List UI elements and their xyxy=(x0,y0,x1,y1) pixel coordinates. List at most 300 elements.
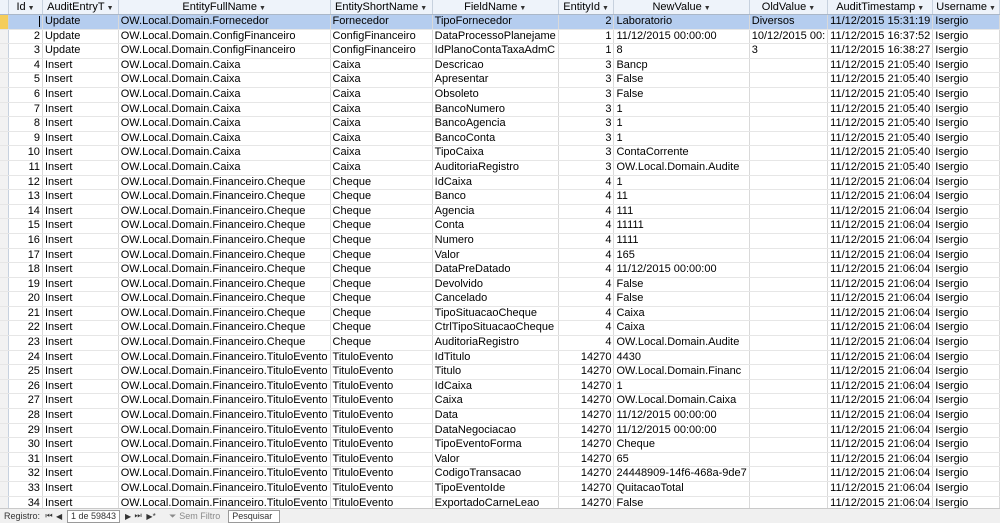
cell-type[interactable]: Insert xyxy=(42,102,118,117)
table-row[interactable] xyxy=(0,292,1000,307)
cell-oldval[interactable] xyxy=(749,496,827,508)
cell-short[interactable]: Cheque xyxy=(330,321,432,336)
cell-field[interactable]: CodigoTransacao xyxy=(432,467,558,482)
cell-type[interactable]: Insert xyxy=(42,365,118,380)
cell-id[interactable]: 7 xyxy=(9,102,43,117)
cell-user[interactable]: Isergio xyxy=(933,58,1000,73)
cell-oldval[interactable] xyxy=(749,365,827,380)
cell-short[interactable]: Cheque xyxy=(330,190,432,205)
cell-id[interactable]: 22 xyxy=(9,321,43,336)
cell-entityid[interactable]: 14270 xyxy=(558,409,614,424)
cell-full[interactable]: OW.Local.Domain.Financeiro.TituloEvento xyxy=(118,394,330,409)
cell-full[interactable]: OW.Local.Domain.Financeiro.Cheque xyxy=(118,336,330,351)
cell-newval[interactable]: ContaCorrente xyxy=(614,146,749,161)
cell-ts[interactable]: 11/12/2015 21:06:04 xyxy=(828,292,933,307)
cell-field[interactable]: IdCaixa xyxy=(432,175,558,190)
cell-id[interactable]: 11 xyxy=(9,160,43,175)
table-row[interactable] xyxy=(0,438,1000,453)
cell-short[interactable]: Cheque xyxy=(330,263,432,278)
cell-user[interactable]: Isergio xyxy=(933,190,1000,205)
cell-user[interactable]: Isergio xyxy=(933,87,1000,102)
cell-id[interactable]: 26 xyxy=(9,379,43,394)
column-header-oldval[interactable] xyxy=(749,0,827,15)
cell-id[interactable]: 12 xyxy=(9,175,43,190)
cell-id[interactable]: 23 xyxy=(9,336,43,351)
cell-id[interactable]: 30 xyxy=(9,438,43,453)
dropdown-arrow-icon[interactable]: ▼ xyxy=(519,5,527,12)
cell-user[interactable]: Isergio xyxy=(933,394,1000,409)
cell-user[interactable]: Isergio xyxy=(933,29,1000,44)
row-selector[interactable] xyxy=(0,336,9,351)
cell-newval[interactable]: False xyxy=(614,277,749,292)
column-header-short[interactable] xyxy=(330,0,432,15)
cell-entityid[interactable]: 4 xyxy=(558,306,614,321)
cell-field[interactable]: Obsoleto xyxy=(432,87,558,102)
table-row[interactable] xyxy=(0,87,1000,102)
cell-field[interactable]: Agencia xyxy=(432,204,558,219)
cell-type[interactable]: Insert xyxy=(42,190,118,205)
table-row[interactable] xyxy=(0,263,1000,278)
cell-type[interactable]: Update xyxy=(42,29,118,44)
cell-field[interactable]: Caixa xyxy=(432,394,558,409)
cell-field[interactable]: Numero xyxy=(432,233,558,248)
cell-ts[interactable]: 11/12/2015 21:06:04 xyxy=(828,175,933,190)
cell-id[interactable]: 13 xyxy=(9,190,43,205)
cell-short[interactable]: ConfigFinanceiro xyxy=(330,44,432,59)
cell-newval[interactable]: False xyxy=(614,87,749,102)
cell-full[interactable]: OW.Local.Domain.Financeiro.Cheque xyxy=(118,306,330,321)
cell-user[interactable]: Isergio xyxy=(933,336,1000,351)
cell-short[interactable]: TituloEvento xyxy=(330,379,432,394)
row-selector[interactable] xyxy=(0,321,9,336)
row-selector[interactable] xyxy=(0,160,9,175)
cell-type[interactable]: Insert xyxy=(42,131,118,146)
table-row[interactable] xyxy=(0,117,1000,132)
cell-full[interactable]: OW.Local.Domain.Financeiro.Cheque xyxy=(118,204,330,219)
cell-entityid[interactable]: 14270 xyxy=(558,423,614,438)
table-row[interactable] xyxy=(0,306,1000,321)
cell-user[interactable]: Isergio xyxy=(933,233,1000,248)
cell-field[interactable]: DataNegociacao xyxy=(432,423,558,438)
column-header-full[interactable] xyxy=(118,0,330,15)
cell-newval[interactable]: Bancp xyxy=(614,58,749,73)
cell-newval[interactable]: 1 xyxy=(614,175,749,190)
cell-field[interactable]: Conta xyxy=(432,219,558,234)
cell-oldval[interactable] xyxy=(749,117,827,132)
table-row[interactable] xyxy=(0,394,1000,409)
cell-short[interactable]: TituloEvento xyxy=(330,350,432,365)
cell-type[interactable]: Insert xyxy=(42,204,118,219)
cell-field[interactable]: IdPlanoContaTaxaAdmC xyxy=(432,44,558,59)
table-row[interactable] xyxy=(0,496,1000,508)
cell-oldval[interactable] xyxy=(749,190,827,205)
cell-oldval[interactable] xyxy=(749,277,827,292)
cell-ts[interactable]: 11/12/2015 21:06:04 xyxy=(828,336,933,351)
cell-ts[interactable]: 11/12/2015 21:05:40 xyxy=(828,102,933,117)
cell-oldval[interactable] xyxy=(749,175,827,190)
cell-field[interactable]: Titulo xyxy=(432,365,558,380)
cell-field[interactable]: BancoConta xyxy=(432,131,558,146)
cell-user[interactable]: Isergio xyxy=(933,379,1000,394)
dropdown-arrow-icon[interactable]: ▼ xyxy=(258,5,266,12)
cell-short[interactable]: Cheque xyxy=(330,233,432,248)
cell-field[interactable]: Apresentar xyxy=(432,73,558,88)
row-selector[interactable] xyxy=(0,409,9,424)
cell-field[interactable]: AuditoriaRegistro xyxy=(432,336,558,351)
cell-full[interactable]: OW.Local.Domain.Financeiro.TituloEvento xyxy=(118,409,330,424)
cell-id[interactable]: 29 xyxy=(9,423,43,438)
cell-full[interactable]: OW.Local.Domain.Financeiro.TituloEvento xyxy=(118,482,330,497)
cell-field[interactable]: ExportadoCarneLeao xyxy=(432,496,558,508)
table-row[interactable] xyxy=(0,423,1000,438)
cell-newval[interactable]: 11 xyxy=(614,190,749,205)
cell-type[interactable]: Insert xyxy=(42,233,118,248)
row-selector[interactable] xyxy=(0,102,9,117)
cell-entityid[interactable]: 3 xyxy=(558,73,614,88)
cell-user[interactable]: Isergio xyxy=(933,131,1000,146)
table-row[interactable] xyxy=(0,321,1000,336)
cell-ts[interactable]: 11/12/2015 21:06:04 xyxy=(828,219,933,234)
cell-ts[interactable]: 11/12/2015 15:31:19 xyxy=(828,15,933,30)
cell-full[interactable]: OW.Local.Domain.Financeiro.Cheque xyxy=(118,277,330,292)
cell-newval[interactable]: 65 xyxy=(614,452,749,467)
cell-full[interactable]: OW.Local.Domain.Financeiro.TituloEvento xyxy=(118,467,330,482)
cell-full[interactable]: OW.Local.Domain.Financeiro.TituloEvento xyxy=(118,452,330,467)
cell-ts[interactable]: 11/12/2015 21:05:40 xyxy=(828,73,933,88)
row-selector[interactable] xyxy=(0,15,9,30)
cell-short[interactable]: TituloEvento xyxy=(330,409,432,424)
cell-full[interactable]: OW.Local.Domain.ConfigFinanceiro xyxy=(118,29,330,44)
cell-oldval[interactable] xyxy=(749,219,827,234)
cell-oldval[interactable] xyxy=(749,131,827,146)
cell-oldval[interactable] xyxy=(749,467,827,482)
last-record-button[interactable]: ⏭ xyxy=(134,511,142,520)
row-selector[interactable] xyxy=(0,248,9,263)
cell-field[interactable]: Banco xyxy=(432,190,558,205)
row-selector[interactable] xyxy=(0,131,9,146)
dropdown-arrow-icon[interactable]: ▼ xyxy=(989,5,996,12)
cell-full[interactable]: OW.Local.Domain.Financeiro.Cheque xyxy=(118,190,330,205)
cell-oldval[interactable] xyxy=(749,394,827,409)
cell-oldval[interactable] xyxy=(749,409,827,424)
cell-ts[interactable]: 11/12/2015 21:06:04 xyxy=(828,496,933,508)
cell-id[interactable]: 25 xyxy=(9,365,43,380)
row-selector[interactable] xyxy=(0,219,9,234)
cell-full[interactable]: OW.Local.Domain.Caixa xyxy=(118,117,330,132)
cell-short[interactable]: Cheque xyxy=(330,292,432,307)
cell-type[interactable]: Insert xyxy=(42,423,118,438)
cell-user[interactable]: Isergio xyxy=(933,438,1000,453)
cell-short[interactable]: Cheque xyxy=(330,204,432,219)
cell-oldval[interactable] xyxy=(749,233,827,248)
cell-oldval[interactable] xyxy=(749,146,827,161)
cell-type[interactable]: Insert xyxy=(42,248,118,263)
cell-entityid[interactable]: 4 xyxy=(558,204,614,219)
dropdown-arrow-icon[interactable]: ▼ xyxy=(917,5,925,12)
cell-oldval[interactable] xyxy=(749,336,827,351)
cell-field[interactable]: TipoFornecedor xyxy=(432,15,558,30)
cell-short[interactable]: TituloEvento xyxy=(330,423,432,438)
cell-entityid[interactable]: 14270 xyxy=(558,482,614,497)
cell-oldval[interactable] xyxy=(749,321,827,336)
cell-newval[interactable]: 24448909-14f6-468a-9de7 xyxy=(614,467,749,482)
cell-short[interactable]: Cheque xyxy=(330,248,432,263)
cell-newval[interactable]: Laboratorio xyxy=(614,15,749,30)
cell-short[interactable]: TituloEvento xyxy=(330,482,432,497)
cell-field[interactable]: TipoCaixa xyxy=(432,146,558,161)
dropdown-arrow-icon[interactable]: ▼ xyxy=(601,5,609,12)
cell-newval[interactable]: 1111 xyxy=(614,233,749,248)
cell-full[interactable]: OW.Local.Domain.Financeiro.TituloEvento xyxy=(118,379,330,394)
cell-ts[interactable]: 11/12/2015 21:06:04 xyxy=(828,482,933,497)
cell-full[interactable]: OW.Local.Domain.Financeiro.TituloEvento xyxy=(118,423,330,438)
cell-field[interactable]: TipoEventoIde xyxy=(432,482,558,497)
cell-full[interactable]: OW.Local.Domain.Financeiro.TituloEvento xyxy=(118,365,330,380)
cell-id[interactable]: 31 xyxy=(9,452,43,467)
cell-full[interactable]: OW.Local.Domain.Financeiro.Cheque xyxy=(118,263,330,278)
cell-user[interactable]: Isergio xyxy=(933,175,1000,190)
cell-full[interactable]: OW.Local.Domain.Financeiro.Cheque xyxy=(118,321,330,336)
cell-short[interactable]: Caixa xyxy=(330,117,432,132)
table-row[interactable] xyxy=(0,44,1000,59)
cell-short[interactable]: Caixa xyxy=(330,146,432,161)
cell-type[interactable]: Insert xyxy=(42,482,118,497)
cell-user[interactable]: Isergio xyxy=(933,117,1000,132)
row-selector[interactable] xyxy=(0,379,9,394)
cell-full[interactable]: OW.Local.Domain.ConfigFinanceiro xyxy=(118,44,330,59)
cell-type[interactable]: Insert xyxy=(42,277,118,292)
cell-type[interactable]: Insert xyxy=(42,452,118,467)
cell-user[interactable]: Isergio xyxy=(933,306,1000,321)
dropdown-arrow-icon[interactable]: ▼ xyxy=(703,5,711,12)
cell-entityid[interactable]: 14270 xyxy=(558,394,614,409)
row-selector[interactable] xyxy=(0,482,9,497)
cell-newval[interactable]: 4430 xyxy=(614,350,749,365)
cell-id[interactable]: 3 xyxy=(9,44,43,59)
row-selector[interactable] xyxy=(0,204,9,219)
row-selector[interactable] xyxy=(0,87,9,102)
table-row[interactable] xyxy=(0,29,1000,44)
cell-user[interactable]: Isergio xyxy=(933,102,1000,117)
cell-id[interactable]: 15 xyxy=(9,219,43,234)
cell-id[interactable]: 6 xyxy=(9,87,43,102)
table-row[interactable] xyxy=(0,365,1000,380)
cell-field[interactable]: TipoSituacaoCheque xyxy=(432,306,558,321)
cell-ts[interactable]: 11/12/2015 21:06:04 xyxy=(828,233,933,248)
cell-ts[interactable]: 11/12/2015 21:05:40 xyxy=(828,160,933,175)
cell-newval[interactable]: 165 xyxy=(614,248,749,263)
cell-ts[interactable]: 11/12/2015 21:06:04 xyxy=(828,350,933,365)
cell-short[interactable]: Cheque xyxy=(330,175,432,190)
cell-short[interactable]: Caixa xyxy=(330,160,432,175)
cell-id[interactable]: 5 xyxy=(9,73,43,88)
cell-oldval[interactable] xyxy=(749,87,827,102)
table-row[interactable] xyxy=(0,58,1000,73)
row-selector[interactable] xyxy=(0,117,9,132)
cell-newval[interactable]: OW.Local.Domain.Caixa xyxy=(614,394,749,409)
cell-field[interactable]: Valor xyxy=(432,248,558,263)
cell-newval[interactable]: Caixa xyxy=(614,321,749,336)
cell-id[interactable]: 20 xyxy=(9,292,43,307)
cell-id[interactable]: 32 xyxy=(9,467,43,482)
dropdown-arrow-icon[interactable]: ▼ xyxy=(27,5,35,12)
cell-ts[interactable]: 11/12/2015 21:05:40 xyxy=(828,58,933,73)
cell-id[interactable] xyxy=(9,15,43,30)
row-selector[interactable] xyxy=(0,452,9,467)
cell-type[interactable]: Insert xyxy=(42,467,118,482)
row-selector[interactable] xyxy=(0,175,9,190)
table-row[interactable] xyxy=(0,248,1000,263)
cell-entityid[interactable]: 4 xyxy=(558,321,614,336)
cell-entityid[interactable]: 4 xyxy=(558,277,614,292)
cell-entityid[interactable]: 3 xyxy=(558,131,614,146)
cell-full[interactable]: OW.Local.Domain.Caixa xyxy=(118,131,330,146)
cell-ts[interactable]: 11/12/2015 21:05:40 xyxy=(828,117,933,132)
cell-entityid[interactable]: 4 xyxy=(558,233,614,248)
cell-entityid[interactable]: 4 xyxy=(558,336,614,351)
row-selector[interactable] xyxy=(0,467,9,482)
cell-ts[interactable]: 11/12/2015 21:06:04 xyxy=(828,423,933,438)
cell-oldval[interactable] xyxy=(749,452,827,467)
cell-ts[interactable]: 11/12/2015 21:06:04 xyxy=(828,379,933,394)
first-record-button[interactable]: ⏮ xyxy=(45,511,53,520)
cell-user[interactable]: Isergio xyxy=(933,248,1000,263)
cell-field[interactable]: DataPreDatado xyxy=(432,263,558,278)
cell-user[interactable]: Isergio xyxy=(933,277,1000,292)
cell-short[interactable]: Cheque xyxy=(330,336,432,351)
cell-entityid[interactable]: 3 xyxy=(558,160,614,175)
cell-type[interactable]: Insert xyxy=(42,496,118,508)
cell-entityid[interactable]: 3 xyxy=(558,87,614,102)
cell-short[interactable]: ConfigFinanceiro xyxy=(330,29,432,44)
cell-id[interactable]: 10 xyxy=(9,146,43,161)
cell-ts[interactable]: 11/12/2015 21:06:04 xyxy=(828,204,933,219)
column-header-user[interactable] xyxy=(933,0,1000,15)
cell-short[interactable]: TituloEvento xyxy=(330,365,432,380)
table-row[interactable] xyxy=(0,350,1000,365)
cell-id[interactable]: 19 xyxy=(9,277,43,292)
cell-entityid[interactable]: 1 xyxy=(558,44,614,59)
cell-oldval[interactable]: Diversos xyxy=(749,15,827,30)
row-selector[interactable] xyxy=(0,58,9,73)
row-selector[interactable] xyxy=(0,365,9,380)
cell-id[interactable]: 27 xyxy=(9,394,43,409)
cell-full[interactable]: OW.Local.Domain.Caixa xyxy=(118,58,330,73)
cell-id[interactable]: 33 xyxy=(9,482,43,497)
cell-short[interactable]: Caixa xyxy=(330,73,432,88)
cell-entityid[interactable]: 4 xyxy=(558,175,614,190)
cell-full[interactable]: OW.Local.Domain.Caixa xyxy=(118,146,330,161)
cell-newval[interactable]: QuitacaoTotal xyxy=(614,482,749,497)
cell-user[interactable]: Isergio xyxy=(933,409,1000,424)
cell-user[interactable]: Isergio xyxy=(933,350,1000,365)
filter-toggle[interactable] xyxy=(169,511,220,522)
cell-id[interactable]: 16 xyxy=(9,233,43,248)
cell-user[interactable]: Isergio xyxy=(933,204,1000,219)
cell-entityid[interactable]: 4 xyxy=(558,219,614,234)
cell-oldval[interactable] xyxy=(749,263,827,278)
row-selector[interactable] xyxy=(0,146,9,161)
table-row[interactable] xyxy=(0,409,1000,424)
cell-newval[interactable]: OW.Local.Domain.Audite xyxy=(614,160,749,175)
cell-field[interactable]: Devolvido xyxy=(432,277,558,292)
cell-id[interactable]: 9 xyxy=(9,131,43,146)
cell-type[interactable]: Insert xyxy=(42,58,118,73)
cell-short[interactable]: Caixa xyxy=(330,87,432,102)
cell-id[interactable]: 18 xyxy=(9,263,43,278)
cell-short[interactable]: TituloEvento xyxy=(330,438,432,453)
cell-type[interactable]: Insert xyxy=(42,146,118,161)
table-row[interactable] xyxy=(0,131,1000,146)
cell-oldval[interactable]: 3 xyxy=(749,44,827,59)
cell-short[interactable]: TituloEvento xyxy=(330,496,432,508)
table-row[interactable] xyxy=(0,146,1000,161)
cell-id[interactable]: 21 xyxy=(9,306,43,321)
cell-ts[interactable]: 11/12/2015 21:06:04 xyxy=(828,248,933,263)
cell-entityid[interactable]: 1 xyxy=(558,29,614,44)
cell-type[interactable]: Insert xyxy=(42,263,118,278)
cell-type[interactable]: Insert xyxy=(42,73,118,88)
cell-oldval[interactable] xyxy=(749,160,827,175)
cell-entityid[interactable]: 14270 xyxy=(558,350,614,365)
cell-newval[interactable]: 111 xyxy=(614,204,749,219)
cell-short[interactable]: Cheque xyxy=(330,277,432,292)
table-row[interactable] xyxy=(0,482,1000,497)
cell-ts[interactable]: 11/12/2015 21:05:40 xyxy=(828,131,933,146)
cell-entityid[interactable]: 14270 xyxy=(558,365,614,380)
cell-user[interactable]: Isergio xyxy=(933,44,1000,59)
cell-newval[interactable]: Cheque xyxy=(614,438,749,453)
table-row[interactable] xyxy=(0,336,1000,351)
cell-field[interactable]: IdTitulo xyxy=(432,350,558,365)
cell-full[interactable]: OW.Local.Domain.Financeiro.Cheque xyxy=(118,248,330,263)
cell-entityid[interactable]: 4 xyxy=(558,248,614,263)
table-row[interactable] xyxy=(0,379,1000,394)
cell-entityid[interactable]: 14270 xyxy=(558,496,614,508)
cell-ts[interactable]: 11/12/2015 21:06:04 xyxy=(828,409,933,424)
cell-user[interactable]: Isergio xyxy=(933,365,1000,380)
table-row[interactable] xyxy=(0,102,1000,117)
cell-field[interactable]: TipoEventoForma xyxy=(432,438,558,453)
cell-oldval[interactable] xyxy=(749,248,827,263)
cell-id[interactable]: 17 xyxy=(9,248,43,263)
cell-entityid[interactable]: 3 xyxy=(558,146,614,161)
dropdown-arrow-icon[interactable]: ▼ xyxy=(808,5,816,12)
cell-oldval[interactable] xyxy=(749,204,827,219)
cell-user[interactable]: Isergio xyxy=(933,160,1000,175)
row-selector[interactable] xyxy=(0,190,9,205)
cell-field[interactable]: BancoNumero xyxy=(432,102,558,117)
cell-short[interactable]: Cheque xyxy=(330,306,432,321)
cell-ts[interactable]: 11/12/2015 21:06:04 xyxy=(828,467,933,482)
row-selector[interactable] xyxy=(0,29,9,44)
cell-field[interactable]: DataProcessoPlanejame xyxy=(432,29,558,44)
cell-ts[interactable]: 11/12/2015 21:06:04 xyxy=(828,263,933,278)
cell-newval[interactable]: 11111 xyxy=(614,219,749,234)
cell-entityid[interactable]: 3 xyxy=(558,102,614,117)
table-row[interactable] xyxy=(0,277,1000,292)
column-header-ts[interactable] xyxy=(828,0,933,15)
cell-newval[interactable]: 1 xyxy=(614,117,749,132)
cell-entityid[interactable]: 3 xyxy=(558,117,614,132)
cell-newval[interactable]: 11/12/2015 00:00:00 xyxy=(614,29,749,44)
cell-short[interactable]: TituloEvento xyxy=(330,467,432,482)
cell-newval[interactable]: 1 xyxy=(614,131,749,146)
cell-full[interactable]: OW.Local.Domain.Financeiro.Cheque xyxy=(118,219,330,234)
cell-type[interactable]: Insert xyxy=(42,219,118,234)
cell-type[interactable]: Update xyxy=(42,44,118,59)
cell-user[interactable]: Isergio xyxy=(933,321,1000,336)
